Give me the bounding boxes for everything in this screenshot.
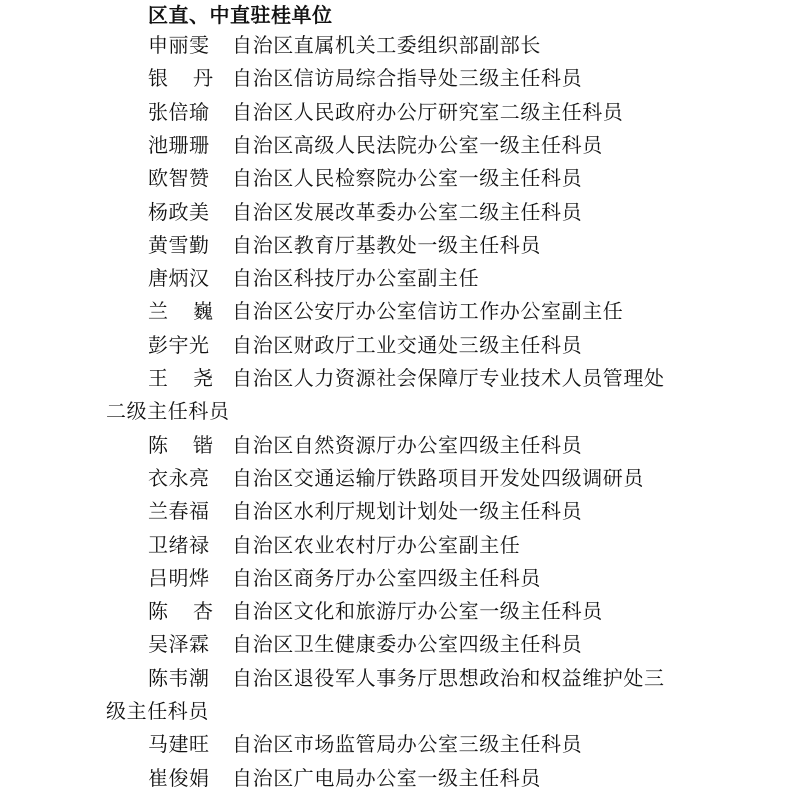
person-name: 张倍瑜 — [148, 99, 210, 124]
list-item — [0, 262, 788, 295]
list-item — [0, 562, 788, 595]
person-title: 自治区广电局办公室一级主任科员 — [232, 765, 541, 790]
person-name: 吕明烨 — [148, 565, 210, 590]
list-item — [0, 529, 788, 562]
person-title: 自治区高级人民法院办公室一级主任科员 — [232, 132, 603, 157]
list-item — [0, 762, 788, 795]
list-item — [0, 595, 788, 628]
person-name: 陈韦潮 — [148, 665, 210, 690]
person-name: 兰巍 — [148, 299, 238, 324]
person-name: 申丽雯 — [148, 33, 210, 57]
person-name: 黄雪勤 — [148, 232, 210, 257]
person-title: 自治区农业农村厅办公室副主任 — [232, 532, 521, 557]
section-heading: 区直、中直驻桂单位 — [148, 3, 333, 27]
person-title: 自治区信访局综合指导处三级主任科员 — [232, 66, 583, 91]
list-item — [0, 728, 788, 761]
list-item — [0, 162, 788, 195]
person-name: 陈杏 — [148, 599, 238, 624]
person-name: 兰春福 — [148, 499, 210, 524]
person-name: 卫绪禄 — [148, 532, 210, 557]
list-item — [0, 129, 788, 162]
person-name: 陈锴 — [148, 432, 238, 457]
person-title: 自治区人民政府办公厅研究室二级主任科员 — [232, 99, 624, 124]
person-title: 自治区文化和旅游厅办公室一级主任科员 — [232, 599, 603, 624]
person-name: 衣永亮 — [148, 465, 210, 490]
person-title: 自治区直属机关工委组织部副部长 — [232, 33, 541, 57]
person-title: 自治区科技厅办公室副主任 — [232, 266, 480, 291]
person-name: 吴泽霖 — [148, 632, 210, 657]
person-name: 崔俊娟 — [148, 765, 210, 790]
list-item — [0, 662, 788, 729]
person-title: 自治区交通运输厅铁路项目开发处四级调研员 — [232, 465, 644, 490]
list-item — [0, 196, 788, 229]
list-item — [0, 295, 788, 328]
list-item — [0, 62, 788, 95]
list-item — [0, 329, 788, 362]
person-title: 自治区自然资源厅办公室四级主任科员 — [232, 432, 583, 457]
person-title: 自治区发展改革委办公室二级主任科员 — [232, 199, 583, 224]
person-title: 自治区水利厅规划计划处一级主任科员 — [232, 499, 583, 524]
list-item — [0, 495, 788, 528]
person-title-continued: 二级主任科员 — [106, 399, 230, 424]
list-item — [0, 628, 788, 661]
person-title: 自治区市场监管局办公室三级主任科员 — [232, 732, 583, 757]
person-title: 自治区卫生健康委办公室四级主任科员 — [232, 632, 583, 657]
list-item — [0, 429, 788, 462]
person-title: 自治区人力资源社会保障厅专业技术人员管理处 — [232, 366, 665, 390]
list-item — [0, 29, 788, 62]
person-name: 欧智赞 — [148, 166, 210, 191]
list-item — [0, 229, 788, 262]
person-name: 银丹 — [148, 66, 238, 91]
person-name: 王尧 — [148, 366, 238, 390]
person-title: 自治区公安厅办公室信访工作办公室副主任 — [232, 299, 624, 324]
person-title: 自治区商务厅办公室四级主任科员 — [232, 565, 541, 590]
person-title: 自治区人民检察院办公室一级主任科员 — [232, 166, 583, 191]
person-name: 杨政美 — [148, 199, 210, 224]
list-item — [0, 362, 788, 429]
person-title: 自治区退役军人事务厅思想政治和权益维护处三 — [232, 665, 665, 690]
person-name: 马建旺 — [148, 732, 210, 757]
person-title: 自治区财政厅工业交通处三级主任科员 — [232, 332, 583, 357]
person-title-continued: 级主任科员 — [106, 698, 209, 723]
person-title: 自治区教育厅基教处一级主任科员 — [232, 232, 541, 257]
list-item — [0, 462, 788, 495]
person-name: 池珊珊 — [148, 132, 210, 157]
list-item — [0, 96, 788, 129]
person-name: 唐炳汉 — [148, 266, 210, 291]
person-name: 彭宇光 — [148, 332, 210, 357]
